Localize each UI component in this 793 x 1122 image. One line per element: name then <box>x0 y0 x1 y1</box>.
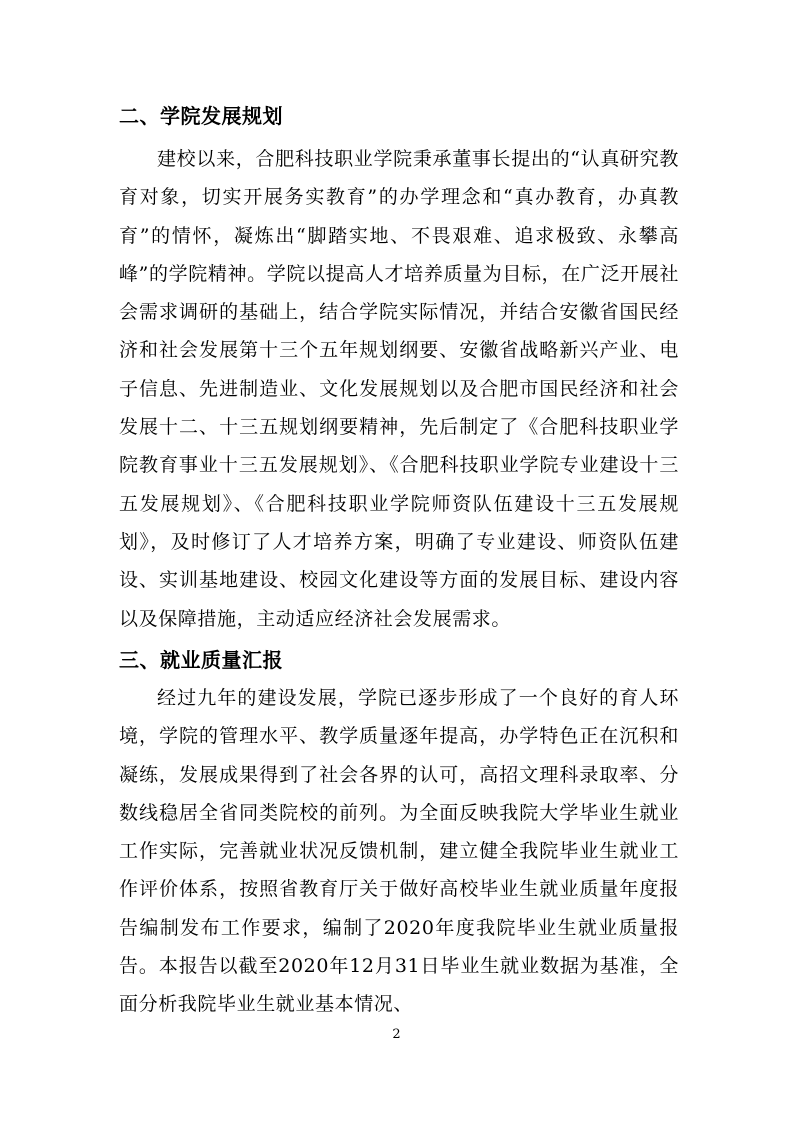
section-2-heading: 二、学院发展规划 <box>119 104 283 128</box>
section-3-paragraph: 经过九年的建设发展，学院已逐步形成了一个良好的育人环境，学院的管理水平、教学质量逐年提高，办学特色正在沉积和凝练，发展成果得到了社会各界的认可，高招文理科录取率、分数线稳居全省同类院校的前列。为全面反映我院大学毕业生就业工作实际，完善就业状况反馈机制，建立健全我院毕业生就业工作评价体系，按照省教育厅关于做好高校毕业生就业质量年度报告编制发布工作要求，编制了2020年度我院毕业生就业质量报告。本报告以截至2020年12月31日毕业生就业数据为基准，全面分析我院毕业生就业基本情况、 <box>119 687 679 1016</box>
page-number: 2 <box>392 1027 401 1042</box>
section-3-heading: 三、就业质量汇报 <box>119 648 283 672</box>
section-2-paragraph: 建校以来，合肥科技职业学院秉承董事长提出的“认真研究教育对象，切实开展务实教育”的办学理念和“真办教育，办真教育”的情怀，凝炼出“脚踏实地、不畏艰难、追求极致、永攀高峰”的学院精神。学院以提高人才培养质量为目标，在广泛开展社会需求调研的基础上，结合学院实际情况，并结合安徽省国民经济和社会发展第十三个五年规划纲要、安徽省战略新兴产业、电子信息、先进制造业、文化发展规划以及合肥市国民经济和社会发展十二、十三五规划纲要精神，先后制定了《合肥科技职业学院教育事业十三五发展规划》、《合肥科技职业学院专业建设十三五发展规划》、《合肥科技职业学院师资队伍建设十三五发展规划》，及时修订了人才培养方案，明确了专业建设、师资队伍建设、实训基地建设、校园文化建设等方面的发展目标、建设内容以及保障措施，主动适应经济社会发展需求。 <box>119 148 679 630</box>
